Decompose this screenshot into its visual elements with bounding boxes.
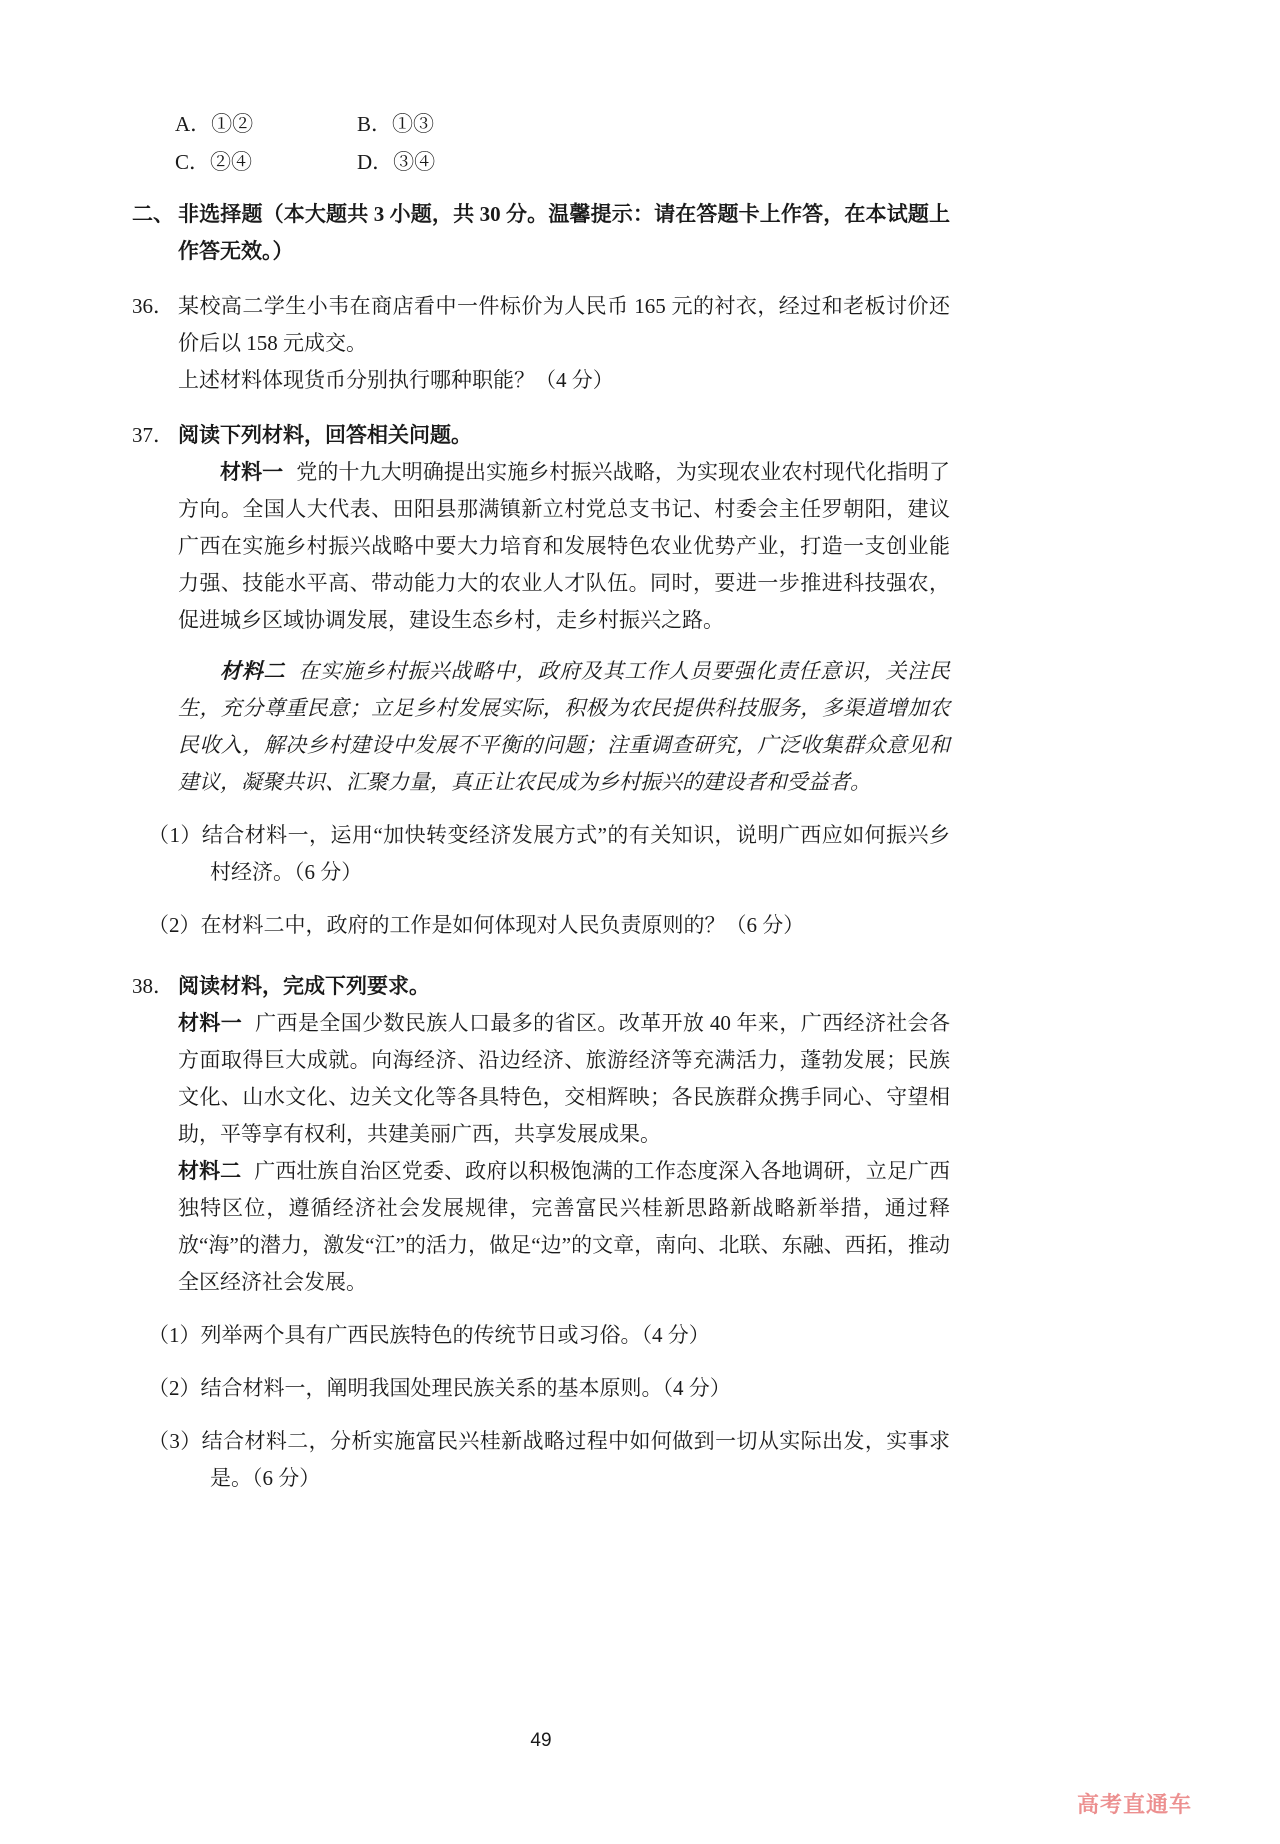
option-b: B．①③ [357, 112, 435, 136]
page-content [132, 106, 950, 1497]
question-37-row [132, 417, 950, 801]
question-38-sub-1: （1）列举两个具有广西民族特色的传统节日或习俗。（4 分） [148, 1323, 710, 1347]
question-38-row [132, 968, 950, 1301]
question-38 [132, 968, 950, 1497]
question-37-title: 阅读下列材料，回答相关问题。 [178, 423, 472, 447]
question-36-ask: 上述材料体现货币分别执行哪种职能？（4 分） [178, 368, 614, 392]
question-37 [132, 417, 950, 944]
question-37-sub-2: （2）在材料二中，政府的工作是如何体现对人民负责原则的？（6 分） [148, 913, 805, 937]
option-a: A．①② [175, 112, 254, 136]
question-37-number: 37． [132, 423, 174, 447]
options-row-2 [175, 144, 950, 182]
question-36-body [178, 288, 950, 399]
material-1-text: 广西是全国少数民族人口最多的省区。改革开放 40 年来，广西经济社会各方面取得巨大成就。向海经济、沿边经济、旅游经济等充满活力，蓬勃发展；民族文化、山水文化、边关文化等各具特色，交相辉映；各民族群众携手同心、守望相助，平等享有权利，共建美丽广西，共享发展成果。 [178, 1011, 951, 1146]
question-38-title: 阅读材料，完成下列要求。 [178, 974, 430, 998]
material-1-label: 材料一 [220, 460, 284, 484]
question-36 [132, 288, 950, 399]
question-38-material-2 [178, 1153, 950, 1301]
section-heading-text: 非选择题（本大题共 3 小题，共 30 分。温馨提示：请在答题卡上作答，在本试题上作答无效。） [178, 202, 950, 263]
material-2-label: 材料二 [220, 659, 286, 683]
option-d: D．③④ [357, 150, 436, 174]
option-c: C．②④ [175, 150, 253, 174]
question-37-material-2 [178, 653, 950, 801]
material-2-label: 材料二 [178, 1159, 242, 1183]
watermark-brand: 高考直通车 [1076, 1792, 1192, 1817]
options-row-1 [175, 106, 950, 144]
material-2-text: 广西壮族自治区党委、政府以积极饱满的工作态度深入各地调研，立足广西独特区位，遵循经济社会发展规律，完善富民兴桂新思路新战略新举措，通过释放“海”的潜力，激发“江”的活力，做足“边”的文章，南向、北联、东融、西拓，推动全区经济社会发展。 [178, 1159, 951, 1294]
question-37-sub-1: （1）结合材料一，运用“加快转变经济发展方式”的有关知识，说明广西应如何振兴乡村经济。（6 分） [148, 823, 950, 884]
page-number: 49 [530, 1730, 552, 1751]
question-38-sub-3: （3）结合材料二，分析实施富民兴桂新战略过程中如何做到一切从实际出发，实事求是。（6 分） [148, 1429, 950, 1490]
section-label: 二、 [132, 202, 174, 226]
answer-options [132, 106, 950, 182]
question-38-body [178, 968, 950, 1301]
material-1-text: 党的十九大明确提出实施乡村振兴战略，为实现农业农村现代化指明了方向。全国人大代表、田阳县那满镇新立村党总支书记、村委会主任罗朝阳，建议广西在实施乡村振兴战略中要大力培育和发展特色农业优势产业，打造一支创业能力强、技能水平高、带动能力大的农业人才队伍。同时，要进一步推进科技强农，促进城乡区域协调发展，建设生态乡村，走乡村振兴之路。 [178, 460, 951, 632]
question-36-row [132, 288, 950, 399]
material-2-text: 在实施乡村振兴战略中，政府及其工作人员要强化责任意识，关注民生，充分尊重民意；立足乡村发展实际，积极为农民提供科技服务，多渠道增加农民收入，解决乡村建设中发展不平衡的问题；注重调查研究，广泛收集群众意见和建议，凝聚共识、汇聚力量，真正让农民成为乡村振兴的建设者和受益者。 [178, 659, 950, 794]
section-heading [132, 196, 950, 270]
question-37-material-1 [178, 454, 950, 639]
question-36-number: 36． [132, 294, 174, 318]
question-36-stem: 某校高二学生小韦在商店看中一件标价为人民币 165 元的衬衣，经过和老板讨价还价后以 158 元成交。 [178, 294, 950, 355]
question-38-number: 38． [132, 974, 174, 998]
question-38-material-1 [178, 1005, 950, 1153]
question-37-body [178, 417, 950, 801]
material-1-label: 材料一 [178, 1011, 243, 1035]
question-38-sub-2: （2）结合材料一，阐明我国处理民族关系的基本原则。（4 分） [148, 1376, 731, 1400]
